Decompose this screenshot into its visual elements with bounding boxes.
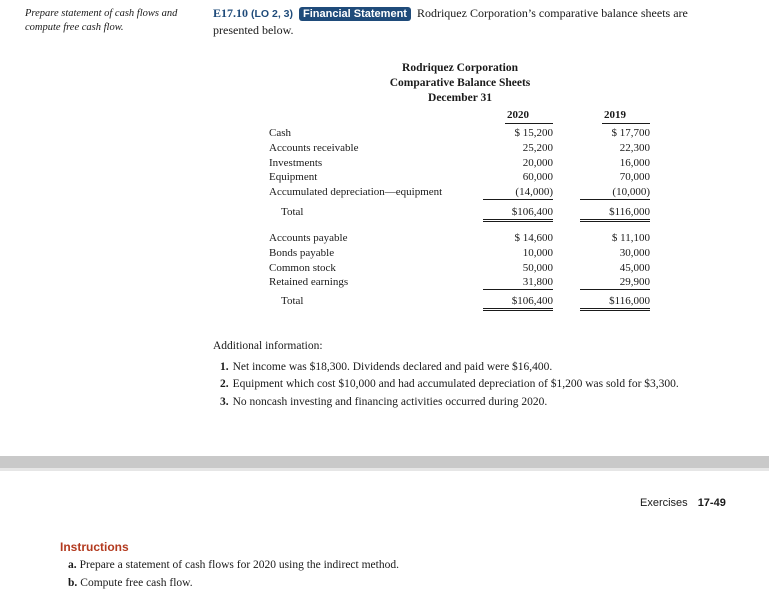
- column-header-2019: 2019: [604, 109, 626, 121]
- row-label-accounts-receivable: Accounts receivable: [269, 142, 359, 154]
- value-cash-2020: $ 15,200: [514, 127, 553, 139]
- column-header-2020: 2020: [507, 109, 529, 121]
- column-header-rule-2020: [505, 123, 553, 124]
- instructions-heading: Instructions: [60, 540, 129, 554]
- additional-info-heading: Additional information:: [213, 340, 323, 352]
- task-letter: a.: [68, 559, 77, 571]
- margin-note-line-1: Prepare statement of cash flows and: [25, 8, 178, 19]
- value-accumulated-depreciation-2020: (14,000): [483, 185, 553, 200]
- exercise-intro-line-2: presented below.: [213, 23, 294, 37]
- folio-page-number: 17-49: [697, 497, 726, 509]
- additional-info-number: 2.: [220, 378, 229, 390]
- additional-info-item-3: [220, 396, 547, 408]
- row-label-investments: Investments: [269, 157, 323, 169]
- statement-title-block: [360, 61, 560, 106]
- task-letter: b.: [68, 577, 78, 589]
- financial-statement-badge: Financial Statement: [299, 7, 411, 21]
- value-accounts-payable-2020: $ 14,600: [514, 232, 553, 244]
- additional-info-item-2: [220, 378, 679, 390]
- additional-info-item-1: [220, 361, 552, 373]
- additional-info-number: 1.: [220, 361, 229, 373]
- row-label-accounts-payable: Accounts payable: [269, 232, 348, 244]
- margin-note: [25, 7, 195, 35]
- additional-info-text: No noncash investing and financing activities occurred during 2020.: [232, 396, 548, 408]
- value-accounts-receivable-2019: 22,300: [619, 142, 650, 154]
- task-text: Compute free cash flow.: [80, 577, 193, 589]
- value-investments-2020: 20,000: [522, 157, 553, 169]
- value-bonds-payable-2020: 10,000: [522, 247, 553, 259]
- value-equipment-2020: 60,000: [522, 171, 553, 183]
- exercise-heading: [213, 5, 688, 22]
- row-label-equipment: Equipment: [269, 171, 318, 183]
- additional-info-text: Equipment which cost $10,000 and had accumulated depreciation of $1,200 was sold for $3,300.: [232, 378, 679, 390]
- value-liabilities-total-2020: $106,400: [483, 294, 553, 311]
- instruction-task-a: [68, 559, 399, 571]
- statement-date: December 31: [428, 92, 492, 104]
- statement-title: Comparative Balance Sheets: [389, 77, 531, 89]
- value-equipment-2019: 70,000: [619, 171, 650, 183]
- row-label-assets-total: Total: [281, 206, 304, 218]
- value-assets-total-2019: $116,000: [580, 205, 650, 222]
- value-assets-total-2020: $106,400: [483, 205, 553, 222]
- margin-note-line-2: compute free cash flow.: [25, 22, 124, 33]
- row-label-cash: Cash: [269, 127, 291, 139]
- page-folio: [640, 497, 726, 509]
- column-header-rule-2019: [602, 123, 650, 124]
- value-accounts-payable-2019: $ 11,100: [611, 232, 650, 244]
- additional-info-number: 3.: [220, 396, 229, 408]
- page-break-shadow: [0, 468, 769, 471]
- exercise-number: E17.10: [213, 6, 249, 20]
- instruction-task-b: [68, 577, 193, 589]
- value-accumulated-depreciation-2019: (10,000): [580, 185, 650, 200]
- value-bonds-payable-2019: 30,000: [619, 247, 650, 259]
- value-investments-2019: 16,000: [619, 157, 650, 169]
- folio-section: Exercises: [640, 497, 688, 509]
- row-label-liabilities-total: Total: [281, 295, 304, 307]
- additional-info-text: Net income was $18,300. Dividends declared and paid were $16,400.: [232, 361, 553, 373]
- row-label-common-stock: Common stock: [269, 262, 336, 274]
- value-cash-2019: $ 17,700: [611, 127, 650, 139]
- value-common-stock-2019: 45,000: [619, 262, 650, 274]
- value-retained-earnings-2019: 29,900: [580, 275, 650, 290]
- value-retained-earnings-2020: 31,800: [483, 275, 553, 290]
- task-text: Prepare a statement of cash flows for 2020 using the indirect method.: [79, 559, 399, 571]
- value-liabilities-total-2019: $116,000: [580, 294, 650, 311]
- value-common-stock-2020: 50,000: [522, 262, 553, 274]
- exercise-intro-line-1: Rodriquez Corporation’s comparative balance sheets are: [416, 6, 688, 20]
- value-accounts-receivable-2020: 25,200: [522, 142, 553, 154]
- row-label-bonds-payable: Bonds payable: [269, 247, 335, 259]
- row-label-accumulated-depreciation: Accumulated depreciation—equipment: [269, 186, 443, 198]
- page-break-band: [0, 456, 769, 468]
- learning-objective: (LO 2, 3): [251, 8, 294, 20]
- row-label-retained-earnings: Retained earnings: [269, 276, 349, 288]
- company-name: Rodriquez Corporation: [402, 62, 518, 74]
